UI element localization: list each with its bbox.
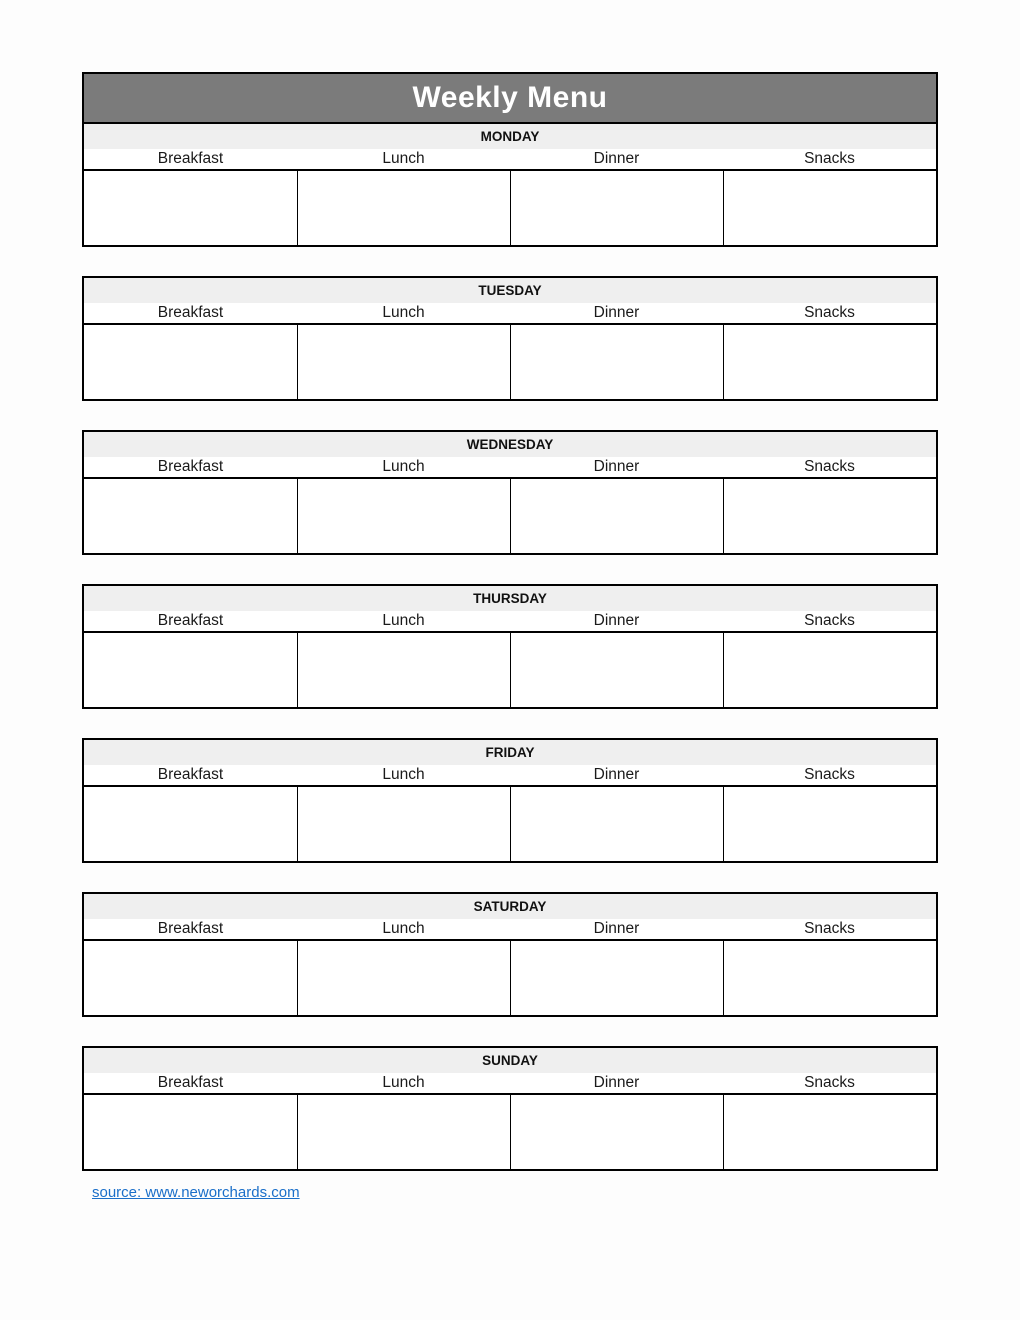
meal-label-friday-dinner: Dinner <box>593 766 640 783</box>
meal-cells-row <box>84 479 936 553</box>
meal-label-wednesday-snacks: Snacks <box>804 458 855 475</box>
meal-cell-tuesday-snacks <box>723 325 936 399</box>
day-section-tuesday <box>82 276 938 401</box>
meal-label-saturday-breakfast: Breakfast <box>157 920 224 937</box>
meal-label-saturday-snacks: Snacks <box>804 920 855 937</box>
meal-label-sunday-lunch: Lunch <box>382 1074 425 1091</box>
meal-cell-monday-snacks <box>723 171 936 245</box>
day-section-thursday <box>82 584 938 709</box>
meal-labels-row <box>84 611 936 633</box>
meal-label-thursday-lunch: Lunch <box>382 612 425 629</box>
meal-label-monday-dinner: Dinner <box>593 150 640 167</box>
meal-cell-monday-dinner <box>510 171 723 245</box>
meal-cell-thursday-dinner <box>510 633 723 707</box>
meal-cell-monday-lunch <box>297 171 510 245</box>
meal-label-thursday-breakfast: Breakfast <box>157 612 224 629</box>
day-section-monday <box>82 124 938 247</box>
meal-label-saturday-lunch: Lunch <box>382 920 425 937</box>
meal-cells-row <box>84 941 936 1015</box>
meal-label-monday-snacks: Snacks <box>804 150 855 167</box>
meal-label-thursday-snacks: Snacks <box>804 612 855 629</box>
meal-cell-friday-snacks <box>723 787 936 861</box>
meal-cell-wednesday-snacks <box>723 479 936 553</box>
day-section-wednesday <box>82 430 938 555</box>
meal-label-monday-breakfast: Breakfast <box>157 150 224 167</box>
meal-cell-sunday-breakfast <box>84 1095 297 1169</box>
day-name-header: SUNDAY <box>84 1048 936 1073</box>
day-section-saturday <box>82 892 938 1017</box>
document-page <box>82 72 938 1202</box>
meal-label-tuesday-dinner: Dinner <box>593 304 640 321</box>
meal-cell-thursday-lunch <box>297 633 510 707</box>
meal-cell-friday-breakfast <box>84 787 297 861</box>
day-name-header: MONDAY <box>84 124 936 149</box>
meal-label-friday-breakfast: Breakfast <box>157 766 224 783</box>
meal-cell-friday-lunch <box>297 787 510 861</box>
day-section-sunday <box>82 1046 938 1171</box>
meal-cell-saturday-lunch <box>297 941 510 1015</box>
day-name-header: SATURDAY <box>84 894 936 919</box>
meal-cell-sunday-lunch <box>297 1095 510 1169</box>
meal-cell-tuesday-dinner <box>510 325 723 399</box>
day-name-header: THURSDAY <box>84 586 936 611</box>
meal-cell-wednesday-breakfast <box>84 479 297 553</box>
meal-label-wednesday-breakfast: Breakfast <box>157 458 224 475</box>
meal-label-friday-snacks: Snacks <box>804 766 855 783</box>
meal-labels-row <box>84 1073 936 1095</box>
meal-labels-row <box>84 149 936 171</box>
meal-cell-monday-breakfast <box>84 171 297 245</box>
meal-cell-friday-dinner <box>510 787 723 861</box>
day-name-header: FRIDAY <box>84 740 936 765</box>
meal-label-wednesday-dinner: Dinner <box>593 458 640 475</box>
meal-cells-row <box>84 1095 936 1169</box>
meal-labels-row <box>84 303 936 325</box>
meal-cell-sunday-snacks <box>723 1095 936 1169</box>
meal-cell-thursday-snacks <box>723 633 936 707</box>
meal-cell-sunday-dinner <box>510 1095 723 1169</box>
meal-label-sunday-snacks: Snacks <box>804 1074 855 1091</box>
meal-label-tuesday-breakfast: Breakfast <box>157 304 224 321</box>
meal-cell-tuesday-lunch <box>297 325 510 399</box>
meal-cells-row <box>84 171 936 245</box>
meal-labels-row <box>84 919 936 941</box>
source-link[interactable]: source: www.neworchards.com <box>92 1184 300 1201</box>
day-name-header: TUESDAY <box>84 278 936 303</box>
meal-label-wednesday-lunch: Lunch <box>382 458 425 475</box>
meal-label-saturday-dinner: Dinner <box>593 920 640 937</box>
meal-label-sunday-dinner: Dinner <box>593 1074 640 1091</box>
meal-cell-tuesday-breakfast <box>84 325 297 399</box>
day-section-friday <box>82 738 938 863</box>
meal-cell-saturday-breakfast <box>84 941 297 1015</box>
meal-label-sunday-breakfast: Breakfast <box>157 1074 224 1091</box>
meal-label-monday-lunch: Lunch <box>382 150 425 167</box>
meal-cell-saturday-dinner <box>510 941 723 1015</box>
meal-label-tuesday-lunch: Lunch <box>382 304 425 321</box>
meal-cell-wednesday-lunch <box>297 479 510 553</box>
meal-cell-thursday-breakfast <box>84 633 297 707</box>
days-container <box>82 124 938 1171</box>
meal-cells-row <box>84 787 936 861</box>
meal-cells-row <box>84 633 936 707</box>
meal-label-friday-lunch: Lunch <box>382 766 425 783</box>
meal-label-thursday-dinner: Dinner <box>593 612 640 629</box>
meal-cells-row <box>84 325 936 399</box>
meal-cell-saturday-snacks <box>723 941 936 1015</box>
menu-title-bar <box>82 72 938 124</box>
meal-labels-row <box>84 765 936 787</box>
day-name-header: WEDNESDAY <box>84 432 936 457</box>
meal-cell-wednesday-dinner <box>510 479 723 553</box>
page-title: Weekly Menu <box>412 81 608 114</box>
meal-labels-row <box>84 457 936 479</box>
meal-label-tuesday-snacks: Snacks <box>804 304 855 321</box>
